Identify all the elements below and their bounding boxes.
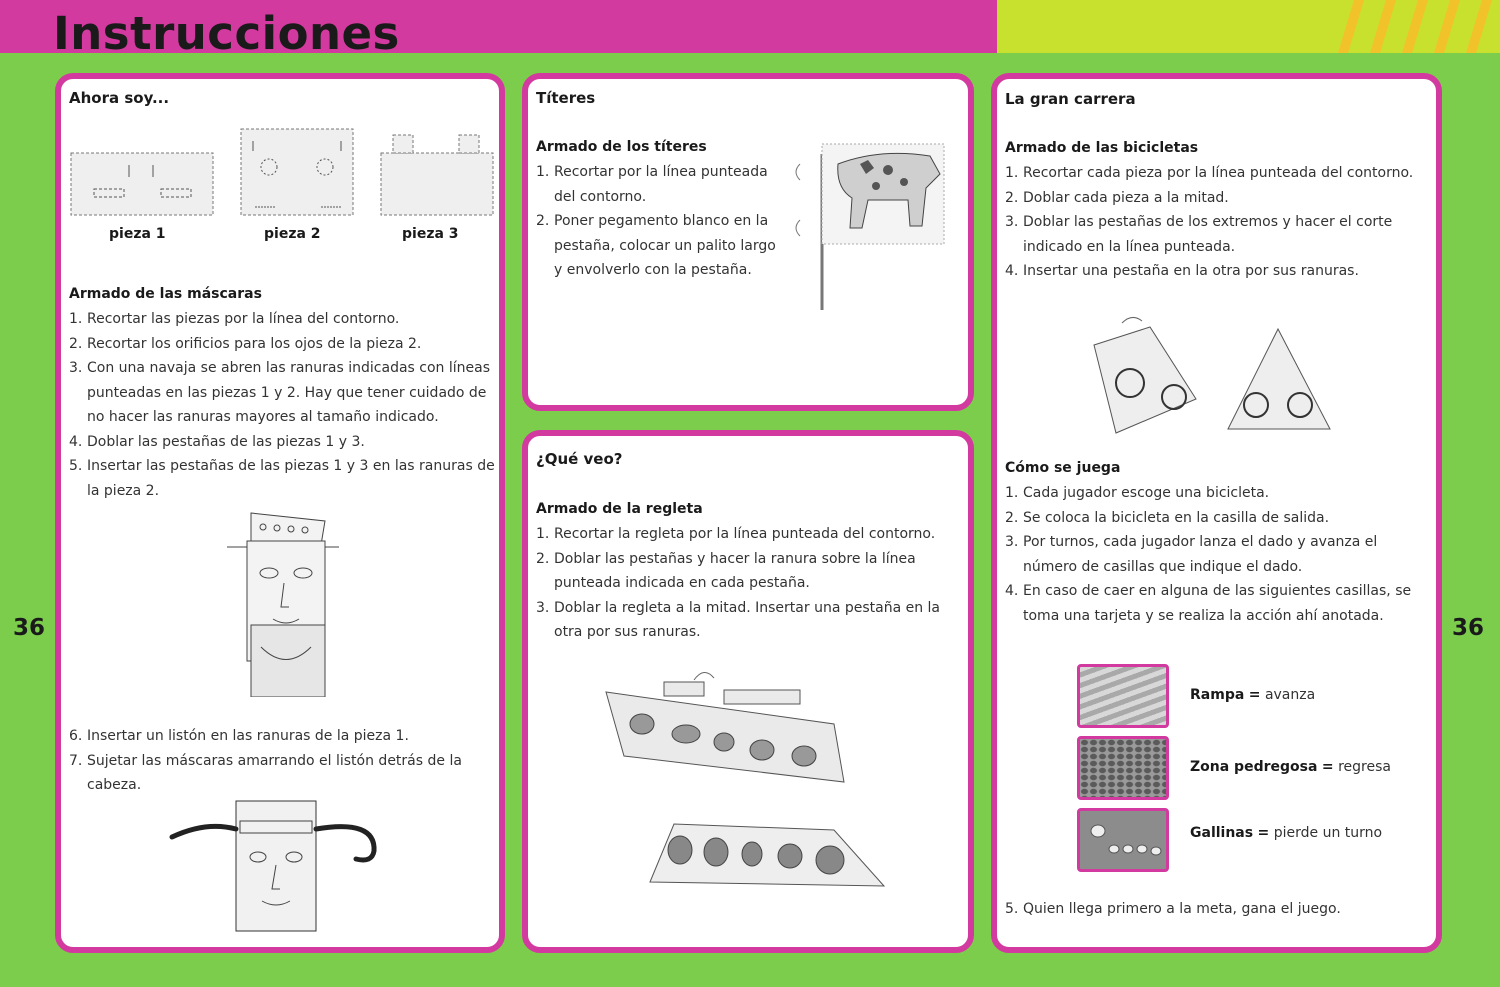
section-subtitle: Armado de los títeres [536,139,707,155]
mask-pieces-illustration [69,119,499,229]
finished-mask-illustration [166,797,386,937]
section-subtitle: Armado de las bicicletas [1005,140,1199,156]
step-item: 4. En caso de caer en alguna de las siguientes casillas, se toma una tarjeta y se realiza la acción ahí anotada. [1005,583,1412,624]
header-accent [997,0,1500,53]
panel-gran-carrera [991,73,1442,953]
step-item: 1. Recortar cada pieza por la línea punteada del contorno. [1005,165,1414,181]
stripe-decoration [1330,0,1500,53]
panel-title: Ahora soy... [69,89,170,107]
puppet-illustration [790,134,955,314]
piece-1-label: pieza 1 [109,226,166,242]
game-rules [1005,481,1430,628]
step-item: 6. Insertar un listón en las ranuras de la pieza 1. [69,728,409,744]
page-title: Instrucciones [53,7,400,60]
final-rule [1005,897,1430,922]
step-item: 2. Se coloca la bicicleta en la casilla de salida. [1005,509,1330,526]
bicycle-assembly-illustration [1082,313,1352,448]
ruler-steps [536,522,966,645]
ruler-assembly-illustration [594,664,894,894]
step-item: 3. Doblar las pestañas de los extremos y hacer el corte indicado en la línea punteada. [1005,214,1393,255]
piece-2-label: pieza 2 [264,226,321,242]
chickens-square-icon [1077,808,1169,872]
step-item: 3. Por turnos, cada jugador lanza el dado y avanza el número de casillas que indique el dado. [1005,534,1378,575]
section-subtitle: Armado de la regleta [536,501,703,517]
step-item: 2. Poner pegamento blanco en la pestaña, colocar un palito largo y envolverlo con la pestaña. [536,213,776,278]
bike-steps [1005,161,1430,284]
step-item: 2. Doblar cada pieza a la mitad. [1005,189,1229,206]
mask-assembly-illustration [221,507,341,697]
panel-titeres [522,73,974,411]
step-item: 5. Insertar las pestañas de las piezas 1 y 3 en las ranuras de la pieza 2. [69,458,495,499]
page-number-right: 36 [1452,615,1485,641]
legend-chickens: Gallinas = pierde un turno [1190,825,1383,841]
puppet-steps [536,160,786,283]
step-item: 1. Recortar la regleta por la línea punteada del contorno. [536,526,936,542]
mask-steps-continued [69,724,497,798]
step-item: 1. Recortar las piezas por la línea del contorno. [69,311,400,327]
step-item: 4. Insertar una pestaña en la otra por sus ranuras. [1005,263,1359,279]
rocky-zone-square-icon [1077,736,1169,800]
step-item: 1. Cada jugador escoge una bicicleta. [1005,485,1270,501]
panel-title: ¿Qué veo? [536,450,623,468]
step-item: 2. Doblar las pestañas y hacer la ranura sobre la línea punteada indicada en cada pestaña. [536,550,916,591]
step-item: 4. Doblar las pestañas de las piezas 1 y 3. [69,433,365,450]
section-subtitle: Armado de las máscaras [69,286,262,302]
legend-ramp: Rampa = avanza [1190,687,1316,703]
ramp-square-icon [1077,664,1169,728]
section-subtitle: Cómo se juega [1005,460,1121,476]
step-item: 1. Recortar por la línea punteada del contorno. [536,164,768,205]
panel-title: Títeres [536,89,596,107]
step-item: 3. Doblar la regleta a la mitad. Insertar una pestaña en la otra por sus ranuras. [536,599,941,640]
panel-title: La gran carrera [1005,90,1136,108]
panel-que-veo [522,430,974,953]
page-number-left: 36 [13,615,46,641]
panel-ahora-soy [55,73,505,953]
piece-3-label: pieza 3 [402,226,459,242]
step-item: 3. Con una navaja se abren las ranuras indicadas con líneas punteadas en las piezas 1 y 2. Hay que tener cuidado de no hacer las ranuras mayores al tamaño indicado. [69,360,491,425]
step-item: 5. Quien llega primero a la meta, gana el juego. [1005,901,1341,917]
step-item: 7. Sujetar las máscaras amarrando el listón detrás de la cabeza. [69,752,462,793]
legend-rocky-zone: Zona pedregosa = regresa [1190,759,1391,775]
mask-steps [69,307,497,503]
step-item: 2. Recortar los orificios para los ojos de la pieza 2. [69,335,422,352]
